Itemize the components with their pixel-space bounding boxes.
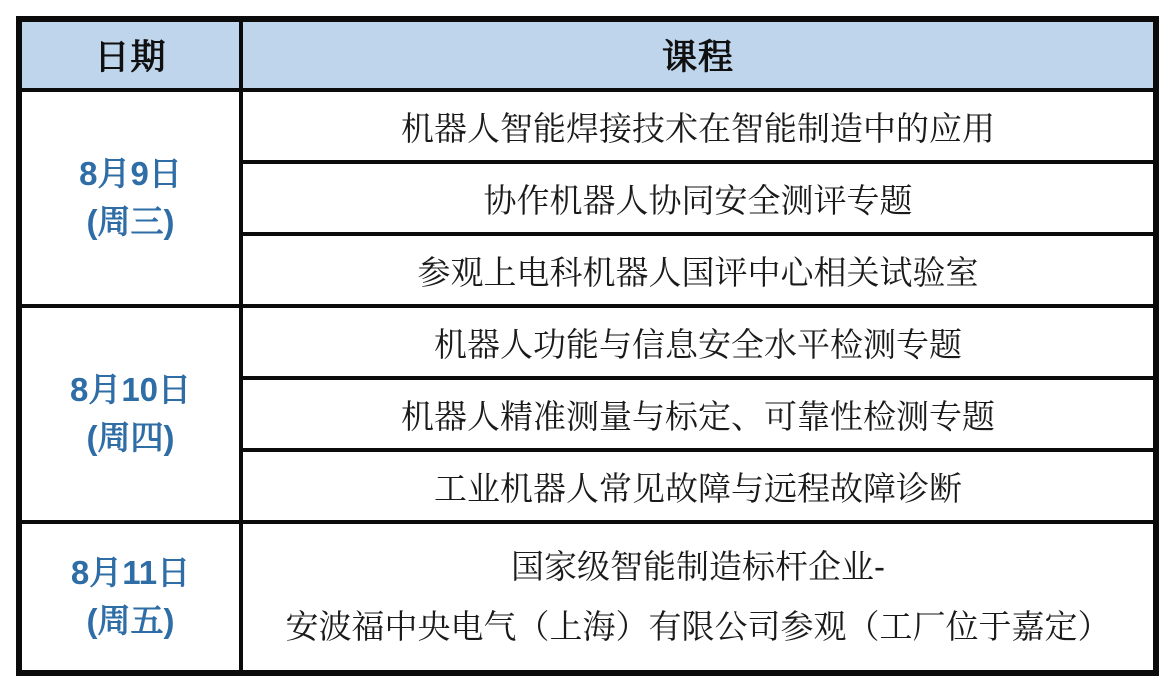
course-line: 安波福中央电气（上海）有限公司参观（工厂位于嘉定） [285,608,1111,645]
date-cell-aug-9 [19,90,241,306]
course-cell: 机器人功能与信息安全水平检测专题 [241,306,1156,378]
course-cell: 工业机器人常见故障与远程故障诊断 [241,450,1156,522]
header-cell-date: 日期 [19,19,241,90]
date-cell-aug-11 [19,522,241,673]
date-text: 8月9日 [79,155,182,193]
weekday-text: (周五) [86,602,175,639]
course-cell: 机器人精准测量与标定、可靠性检测专题 [241,378,1156,450]
header-cell-course: 课程 [241,19,1156,90]
course-cell [241,522,1156,673]
weekday-text: (周四) [86,419,175,456]
date-text: 8月10日 [69,371,192,409]
table-header-row [19,19,1156,90]
date-text: 8月11日 [70,554,191,592]
table-row [19,306,1156,378]
course-cell: 机器人智能焊接技术在智能制造中的应用 [241,90,1156,162]
course-schedule-table [16,16,1159,676]
table-row [19,522,1156,673]
weekday-text: (周三) [86,203,175,240]
date-cell-aug-10 [19,306,241,522]
course-cell: 参观上电科机器人国评中心相关试验室 [241,234,1156,306]
table-row [19,90,1156,162]
course-cell: 协作机器人协同安全测评专题 [241,162,1156,234]
course-line: 国家级智能制造标杆企业- [511,548,885,586]
